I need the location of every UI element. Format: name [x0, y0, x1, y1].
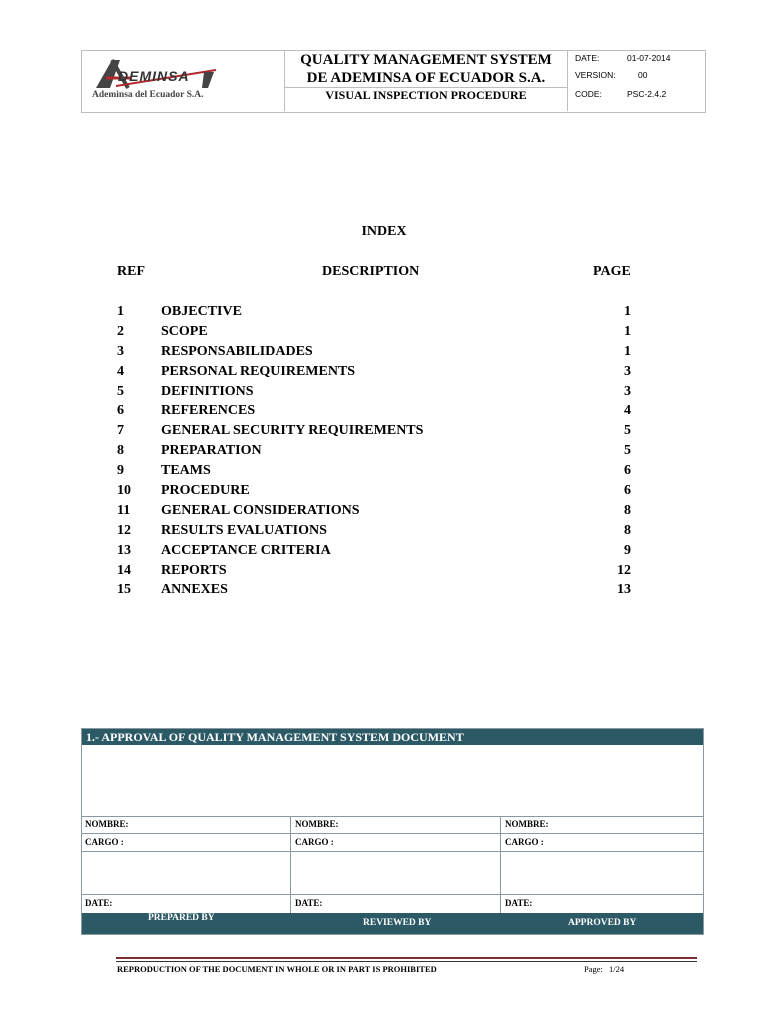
meta-code-label: CODE:: [575, 89, 602, 99]
index-row: [117, 322, 637, 342]
meta-code-value: PSC-2.4.2: [627, 89, 667, 99]
reviewed-by-label: REVIEWED BY: [363, 918, 432, 928]
index-page: 1: [624, 343, 631, 359]
footer-rule: [116, 961, 697, 962]
index-page: 5: [624, 443, 631, 459]
index-row: [117, 362, 637, 382]
index-ref: 15: [117, 582, 131, 598]
index-ref: 8: [117, 443, 124, 459]
index-row: [117, 561, 637, 581]
index-description: OBJECTIVE: [161, 304, 242, 319]
meta-version-label: VERSION:: [575, 70, 616, 80]
company-name: Ademinsa del Ecuador S.A.: [92, 90, 204, 100]
approval-table: [81, 728, 704, 935]
index-description: SCOPE: [161, 323, 208, 339]
index-description: RESULTS EVALUATIONS: [161, 522, 327, 538]
col-page-header: PAGE: [593, 264, 631, 279]
date-label-reviewed: DATE:: [295, 898, 323, 908]
index-description: PREPARATION: [161, 443, 262, 459]
date-label-prepared: DATE:: [85, 898, 113, 908]
index-description: GENERAL SECURITY REQUIREMENTS: [161, 423, 424, 439]
procedure-title: VISUAL INSPECTION PROCEDURE: [325, 88, 527, 102]
index-ref: 11: [117, 502, 131, 518]
nombre-label-prepared: NOMBRE:: [85, 819, 129, 829]
index-description: GENERAL CONSIDERATIONS: [161, 502, 360, 518]
index-ref: 10: [117, 483, 131, 499]
cargo-label-prepared: CARGO :: [85, 837, 124, 847]
cargo-label-reviewed: CARGO :: [295, 837, 334, 847]
index-description: PERSONAL REQUIREMENTS: [161, 363, 356, 379]
table-rule: [82, 851, 703, 852]
index-page: 9: [624, 542, 631, 558]
index-ref: 4: [117, 363, 124, 379]
index-ref: 3: [117, 343, 124, 359]
index-title: INDEX: [361, 224, 407, 239]
system-title-line2: DE ADEMINSA OF ECUADOR S.A.: [306, 70, 546, 86]
index-description: REPORTS: [161, 562, 227, 578]
index-page: 6: [624, 483, 631, 499]
table-rule: [82, 894, 703, 895]
index-description: ACCEPTANCE CRITERIA: [161, 542, 331, 558]
index-description: TEAMS: [161, 463, 211, 479]
prepared-by-label: PREPARED BY: [148, 913, 215, 923]
index-description: PROCEDURE: [161, 483, 250, 499]
meta-date-label: DATE:: [575, 53, 600, 63]
index-page: 5: [624, 423, 631, 439]
col-ref-header: REF: [117, 264, 145, 279]
nombre-label-approved: NOMBRE:: [505, 819, 549, 829]
index-description: RESPONSABILIDADES: [161, 343, 313, 359]
header-divider: [567, 50, 568, 111]
index-ref: 5: [117, 383, 124, 399]
index-row: [117, 441, 637, 461]
index-list: [117, 302, 637, 600]
system-title-line1: QUALITY MANAGEMENT SYSTEM: [300, 52, 552, 68]
index-ref: 14: [117, 562, 131, 578]
index-page: 6: [624, 463, 631, 479]
nombre-label-reviewed: NOMBRE:: [295, 819, 339, 829]
index-ref: 1: [117, 304, 124, 319]
page-number: [584, 964, 624, 974]
index-row: [117, 382, 637, 402]
meta-date-value: 01-07-2014: [627, 53, 671, 63]
index-row: [117, 541, 637, 561]
index-ref: 12: [117, 522, 131, 538]
approval-table-heading: 1.- APPROVAL OF QUALITY MANAGEMENT SYSTEM DOCUMENT: [82, 729, 703, 745]
index-row: [117, 521, 637, 541]
index-description: DEFINITIONS: [161, 383, 254, 399]
index-ref: 7: [117, 423, 124, 439]
index-page: 8: [624, 502, 631, 518]
page-value: 1/24: [609, 964, 625, 974]
footer-rule-accent: [116, 957, 697, 959]
approved-by-label: APPROVED BY: [568, 918, 637, 928]
index-description: ANNEXES: [161, 582, 228, 598]
index-ref: 13: [117, 542, 131, 558]
index-row: [117, 302, 637, 322]
reproduction-notice: REPRODUCTION OF THE DOCUMENT IN WHOLE OR IN PART IS PROHIBITED: [117, 964, 437, 974]
index-page: 3: [624, 383, 631, 399]
index-description: REFERENCES: [161, 403, 256, 419]
index-row: [117, 401, 637, 421]
index-page: 8: [624, 522, 631, 538]
index-page: 1: [624, 323, 631, 339]
table-rule: [82, 833, 703, 834]
logo-end-mark: [202, 72, 214, 88]
index-row: [117, 461, 637, 481]
table-rule: [82, 816, 703, 817]
index-row: [117, 421, 637, 441]
index-ref: 9: [117, 463, 124, 479]
index-ref: 6: [117, 403, 124, 419]
index-page: 12: [617, 562, 631, 578]
index-page: 3: [624, 363, 631, 379]
meta-version-value: 00: [638, 70, 648, 80]
index-page: 13: [617, 582, 631, 598]
index-page: 4: [624, 403, 631, 419]
index-page: 1: [624, 304, 631, 319]
index-ref: 2: [117, 323, 124, 339]
index-row: [117, 481, 637, 501]
col-description-header: DESCRIPTION: [322, 264, 420, 279]
index-row: [117, 342, 637, 362]
index-row: [117, 580, 637, 600]
page-label: Page:: [584, 964, 603, 974]
cargo-label-approved: CARGO :: [505, 837, 544, 847]
date-label-approved: DATE:: [505, 898, 533, 908]
logo-wordmark: DEMINSA: [118, 68, 190, 84]
index-row: [117, 501, 637, 521]
